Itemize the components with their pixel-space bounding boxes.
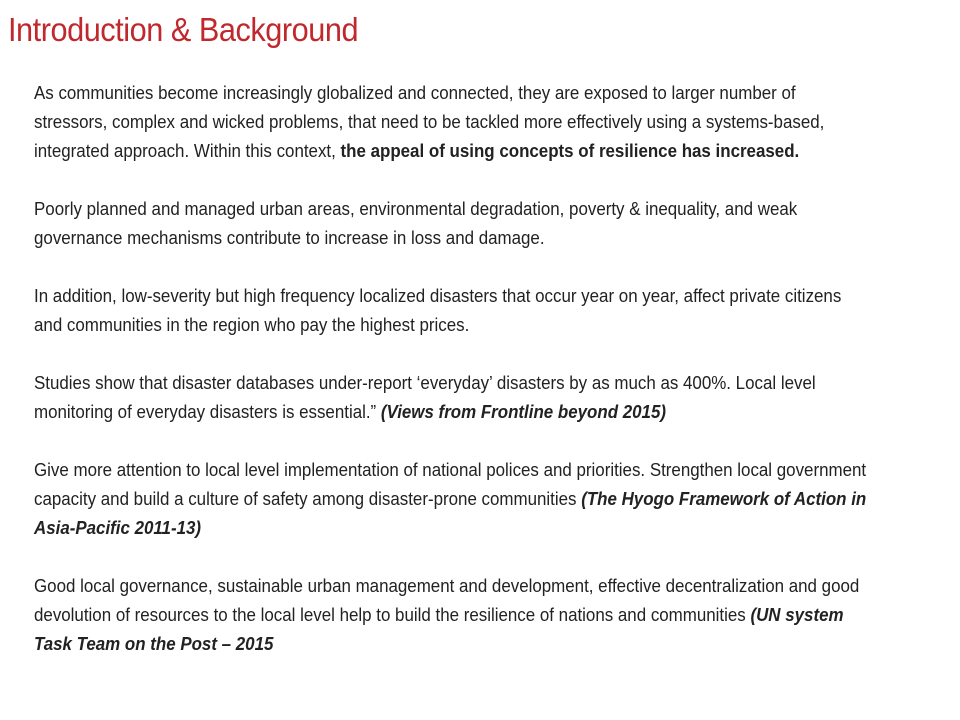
citation-text: (UN system Task Team on the Post – 2015	[34, 605, 844, 654]
paragraph-urban-areas	[34, 195, 871, 253]
citation-text: (The Hyogo Framework of Action in Asia-Pacific 2011-13)	[34, 489, 867, 538]
paragraph-text: In addition, low-severity but high frequency localized disasters that occur year on year, affect private citizens and communities in the region who pay the highest prices.	[34, 286, 842, 335]
paragraph-local-governance	[34, 572, 871, 659]
paragraph-resilience	[34, 79, 871, 166]
paragraph-localized-disasters	[34, 282, 871, 340]
paragraph-local-implementation	[34, 456, 871, 543]
paragraph-disaster-databases	[34, 369, 871, 427]
citation-text: (Views from Frontline beyond 2015)	[380, 402, 667, 422]
paragraph-text: As communities become increasingly globalized and connected, they are exposed to larger number of stressors, complex and wicked problems, that need to be tackled more effectively using a systems-based, integrated approach. Within this context,	[34, 83, 825, 161]
paragraph-text: Studies show that disaster databases under-report ‘everyday’ disasters by as much as 400%. Local level monitoring of everyday disasters is essential.”	[34, 373, 816, 422]
paragraph-text: Poorly planned and managed urban areas, environmental degradation, poverty & inequality, and weak governance mechanisms contribute to increase in loss and damage.	[34, 199, 798, 248]
emphasis-text: the appeal of using concepts of resilience has increased.	[340, 141, 800, 161]
paragraph-text: Good local governance, sustainable urban management and development, effective decentralization and good devolution of resources to the local level help to build the resilience of nations and communities	[34, 576, 860, 625]
slide-title: Introduction & Background	[8, 11, 359, 48]
paragraph-text: Give more attention to local level implementation of national polices and priorities. Strengthen local government capacity and build a culture of safety among disaster-prone communities	[34, 460, 867, 509]
slide-body	[34, 79, 871, 659]
